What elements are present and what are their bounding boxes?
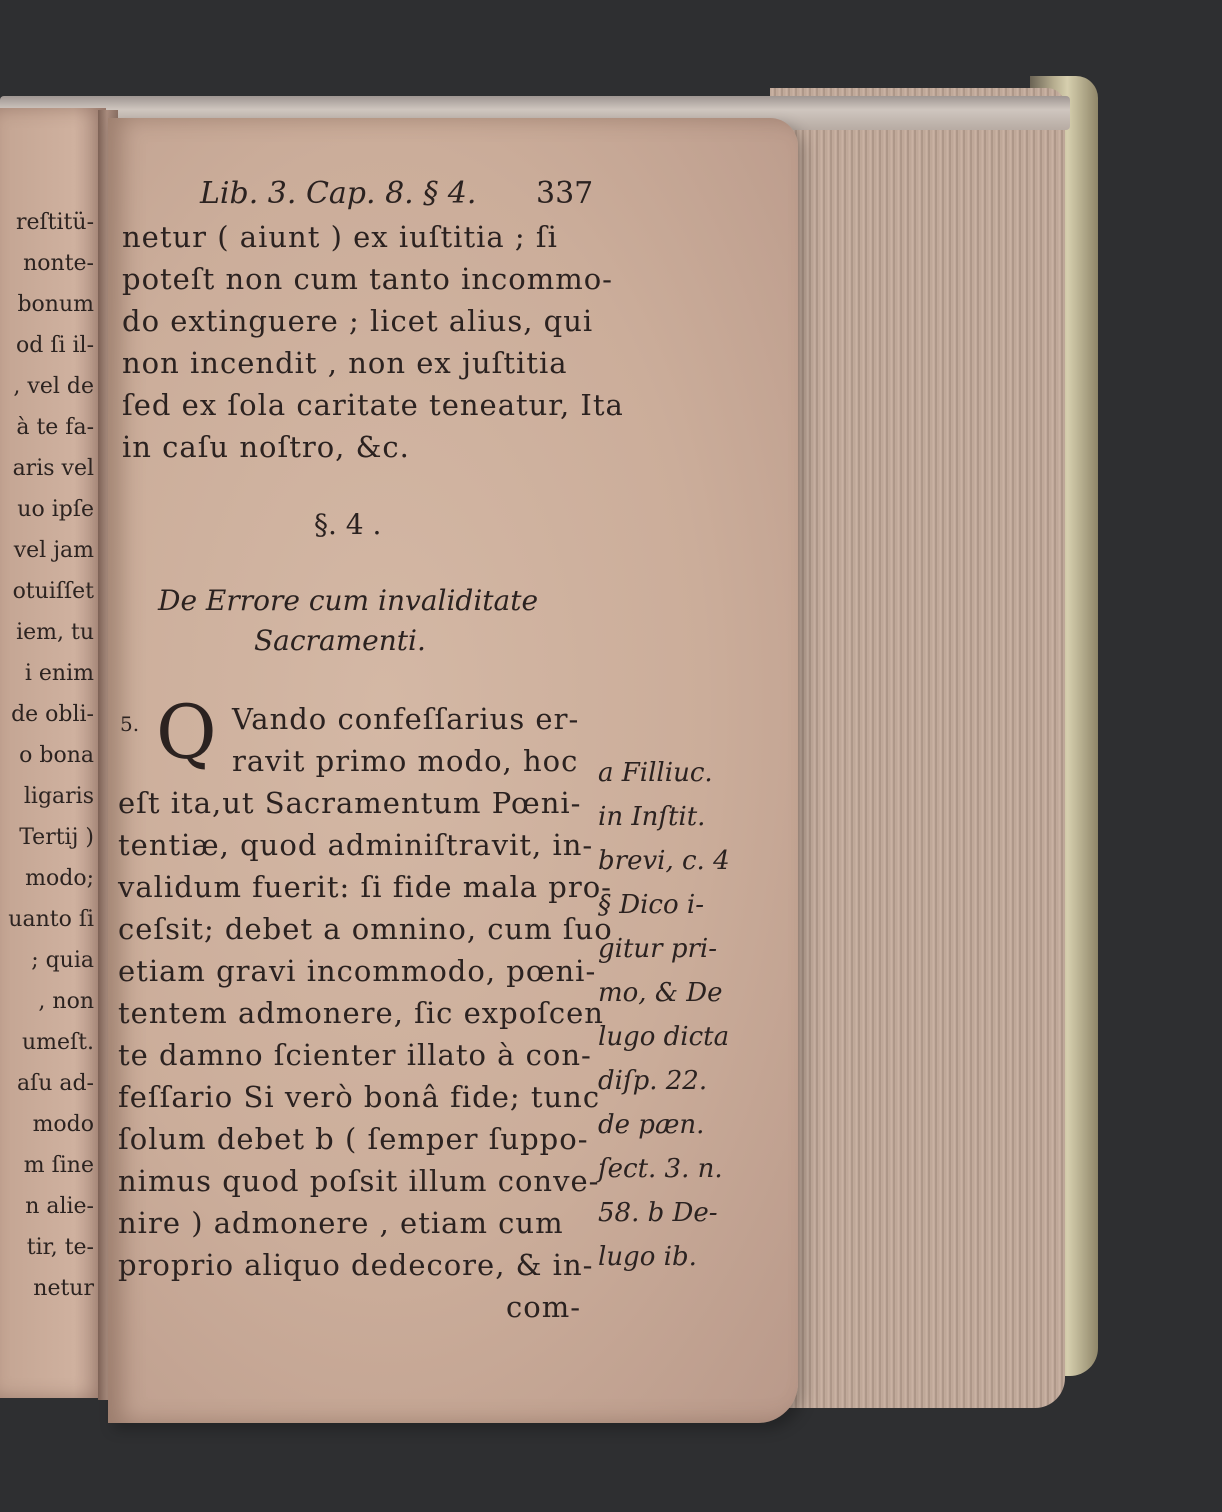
margin-note: lugo dicta xyxy=(598,1022,730,1052)
margin-note: diſp. 22. xyxy=(598,1066,708,1096)
margin-note: lugo ib. xyxy=(598,1242,697,1272)
left-page-fragment: à te fa- xyxy=(16,415,94,440)
left-page-fragment: iem, tu xyxy=(16,620,94,645)
section-title-continued: Sacramenti. xyxy=(254,624,426,657)
left-page-fragment: ligaris xyxy=(23,784,94,809)
left-page-fragment: otuiſſet xyxy=(12,579,94,604)
text-line: non incendit , non ex juſtitia xyxy=(122,346,568,380)
text-line: feſſario Si verò bonâ fide; tunc xyxy=(118,1080,601,1114)
left-page-fragment: ; quia xyxy=(31,948,94,973)
text-line: eſt ita,ut Sacramentum Pœni- xyxy=(118,786,582,820)
paragraph-number: 5. xyxy=(120,712,140,736)
left-page-fragment: reſtitü- xyxy=(16,210,94,235)
text-line: tentem admonere, ſic expoſcen xyxy=(118,996,604,1030)
drop-cap: Q xyxy=(156,690,217,776)
left-page-fragment: o bona xyxy=(19,743,94,768)
page-number: 337 xyxy=(536,176,594,211)
margin-note: mo, & De xyxy=(598,978,723,1008)
left-page-fragment: aſu ad- xyxy=(16,1071,94,1096)
text-line: ravit primo modo, hoc xyxy=(232,744,579,778)
right-page xyxy=(108,118,798,1423)
left-page-fragment: modo; xyxy=(25,866,94,891)
text-line: Vando confeſſarius er- xyxy=(232,702,580,736)
left-page-fragment: umeſt. xyxy=(21,1030,94,1055)
section-number: §. 4 . xyxy=(314,508,382,541)
left-page-fragment: m ſine xyxy=(23,1153,94,1178)
left-page-fragment: aris vel xyxy=(12,456,94,481)
text-line: te damno ſcienter illato à con- xyxy=(118,1038,592,1072)
left-page-fragment: uanto ſi xyxy=(8,907,94,932)
text-line: do extinguere ; licet alius, qui xyxy=(122,304,594,338)
text-line: ceſsit; debet a omnino, cum ſuo xyxy=(118,912,613,946)
left-page-fragment: nonte- xyxy=(23,251,94,276)
margin-note: de pæn. xyxy=(598,1110,705,1140)
margin-note: 58. b De- xyxy=(598,1198,718,1228)
text-line: tentiæ, quod adminiſtravit, in- xyxy=(118,828,594,862)
left-page-fragment: netur xyxy=(33,1276,94,1301)
margin-note: § Dico i- xyxy=(598,890,705,920)
left-page-fragment: de obli- xyxy=(11,702,94,727)
text-line: etiam gravi incommodo, pœni- xyxy=(118,954,597,988)
text-line: validum fuerit: ſi fide mala pro- xyxy=(118,870,612,904)
left-page xyxy=(0,108,106,1398)
left-page-fragment: , vel de xyxy=(13,374,94,399)
text-line: poteſt non cum tanto incommo- xyxy=(122,262,613,296)
text-line: nimus quod poſsit illum conve- xyxy=(118,1164,600,1198)
text-line: in caſu noſtro, &c. xyxy=(122,430,410,464)
catchword: com- xyxy=(506,1290,581,1324)
text-line: nire ) admonere , etiam cum xyxy=(118,1206,564,1240)
left-page-fragment: tir, te- xyxy=(26,1235,94,1260)
margin-note: ſect. 3. n. xyxy=(598,1154,723,1184)
text-line: proprio aliquo dedecore, & in- xyxy=(118,1248,594,1282)
left-page-fragment: bonum xyxy=(17,292,94,317)
margin-note: gitur pri- xyxy=(598,934,718,964)
page-stack-edges xyxy=(770,88,1065,1408)
text-line: ſed ex ſola caritate teneatur, Ita xyxy=(122,388,624,422)
margin-note: a Filliuc. xyxy=(598,758,713,788)
left-page-fragment: , non xyxy=(38,989,94,1014)
text-line: netur ( aiunt ) ex iuſtitia ; ſi xyxy=(122,220,558,254)
text-line: ſolum debet b ( ſemper ſuppo- xyxy=(118,1122,589,1156)
section-title: De Errore cum invaliditate xyxy=(158,584,539,617)
left-page-fragment: n alie- xyxy=(25,1194,94,1219)
running-head: Lib. 3. Cap. 8. § 4. xyxy=(200,176,477,211)
left-page-fragment: modo xyxy=(32,1112,94,1137)
margin-note: in Inſtit. xyxy=(598,802,706,832)
margin-note: brevi, c. 4 xyxy=(598,846,730,876)
left-page-fragment: vel jam xyxy=(13,538,94,563)
left-page-fragment: uo ipſe xyxy=(17,497,94,522)
left-page-fragment: od ſi il- xyxy=(16,333,94,358)
left-page-fragment: i enim xyxy=(24,661,94,686)
left-page-fragment: Tertij ) xyxy=(19,825,94,850)
